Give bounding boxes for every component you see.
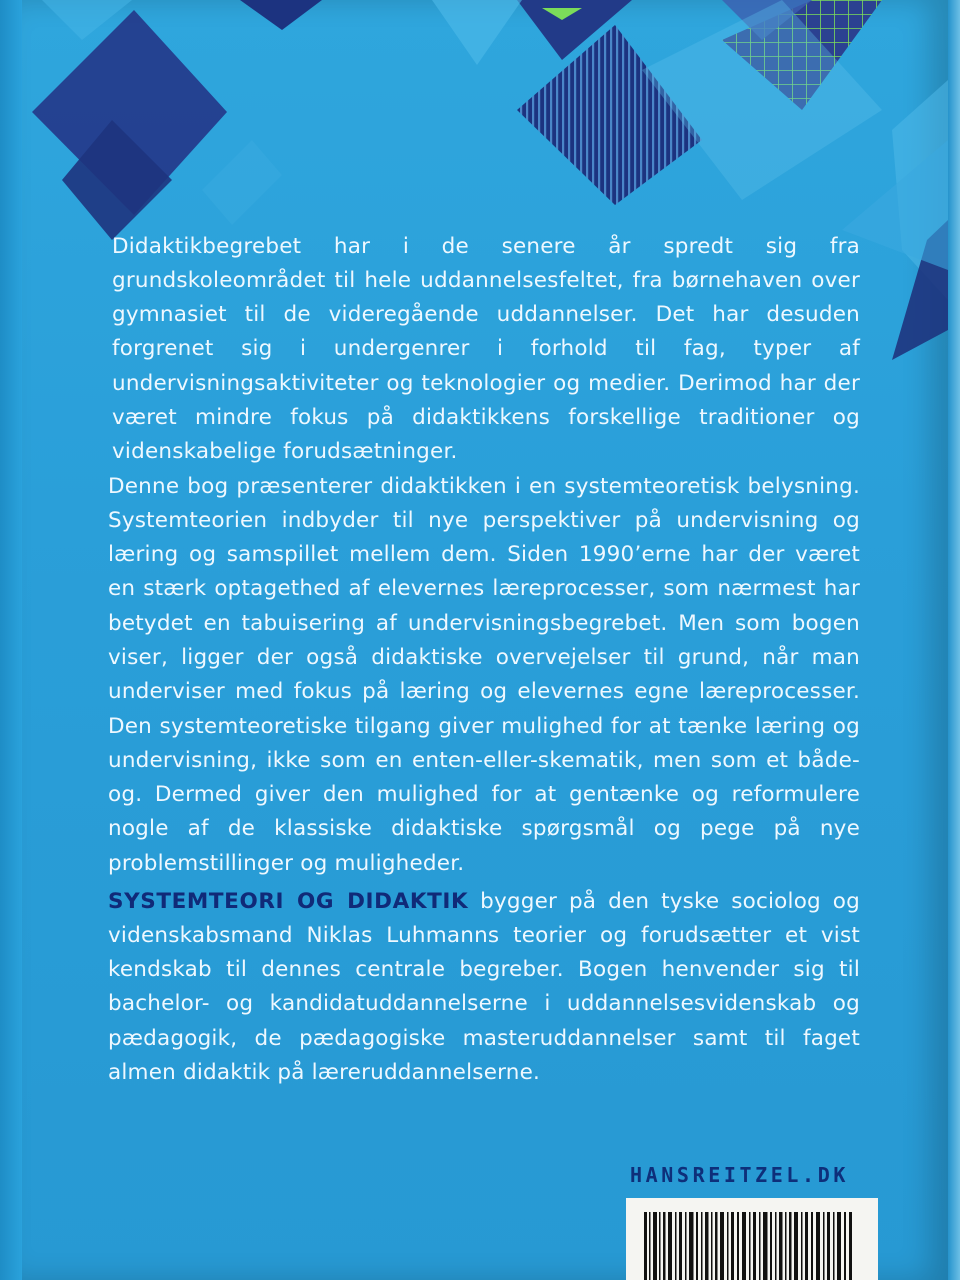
book-right-edge bbox=[948, 0, 960, 1280]
publisher-label: HANSREITZEL.DK bbox=[630, 1163, 849, 1187]
main-paragraph: Denne bog præsenterer didaktikken i en systemteoretisk belysning. Systemteorien indbyder til nye perspektiver på undervisning og læring og samspillet mellem dem. Siden 1990’erne har der været en stærk optagethed af elevernes læreprocesser, som nærmest har betydet en tabuisering af undervisningsbegrebet. Men som bogen viser, ligger der også didaktiske overvejelser til grund, når man underviser med fokus på læring og elevernes egne læreprocesser. Den systemteoretiske tilgang giver mulighed for at tænke læring og undervisning, ikke som en enten-eller-skematik, men som et både-og. Dermed giver den mulighed for at gentænke og reformulere nogle af de klassiske didaktiske spørgsmål og pege på nye problemstillinger og muligheder. bbox=[108, 473, 860, 876]
striped-diamond bbox=[517, 25, 702, 205]
book-spine-edge bbox=[0, 0, 22, 1280]
back-cover bbox=[22, 0, 948, 1280]
audience-text: bygger på den tyske sociolog og videnskabsmand Niklas Luhmanns teorier og forudsætter et vist kendskab til dennes centrale begreber. Bogen henvender sig til bachelor- og kandidatuddannelserne i uddannelsesvidenskab og pædagogik, de pædagogiske masteruddannelser samt til faget almen didaktik på læreruddannelserne. bbox=[108, 888, 861, 1085]
barcode-icon bbox=[644, 1212, 854, 1280]
barcode-label bbox=[626, 1198, 878, 1280]
intro-paragraph: Didaktikbegrebet har i de senere år spredt sig fra grundskoleområdet til hele uddannelsesfeltet, fra børnehaven over gymnasiet til de videregående uddannelser. Det har desuden forgrenet sig i undergenrer i forhold til fag, typer af undervisningsaktiviteter og teknologier og medier. Derimod har der været mindre fokus på didaktikkens forskellige traditioner og videnskabelige forudsætninger. bbox=[112, 233, 860, 465]
audience-paragraph bbox=[108, 885, 860, 1091]
book-title: SYSTEMTEORI OG DIDAKTIK bbox=[108, 888, 469, 914]
